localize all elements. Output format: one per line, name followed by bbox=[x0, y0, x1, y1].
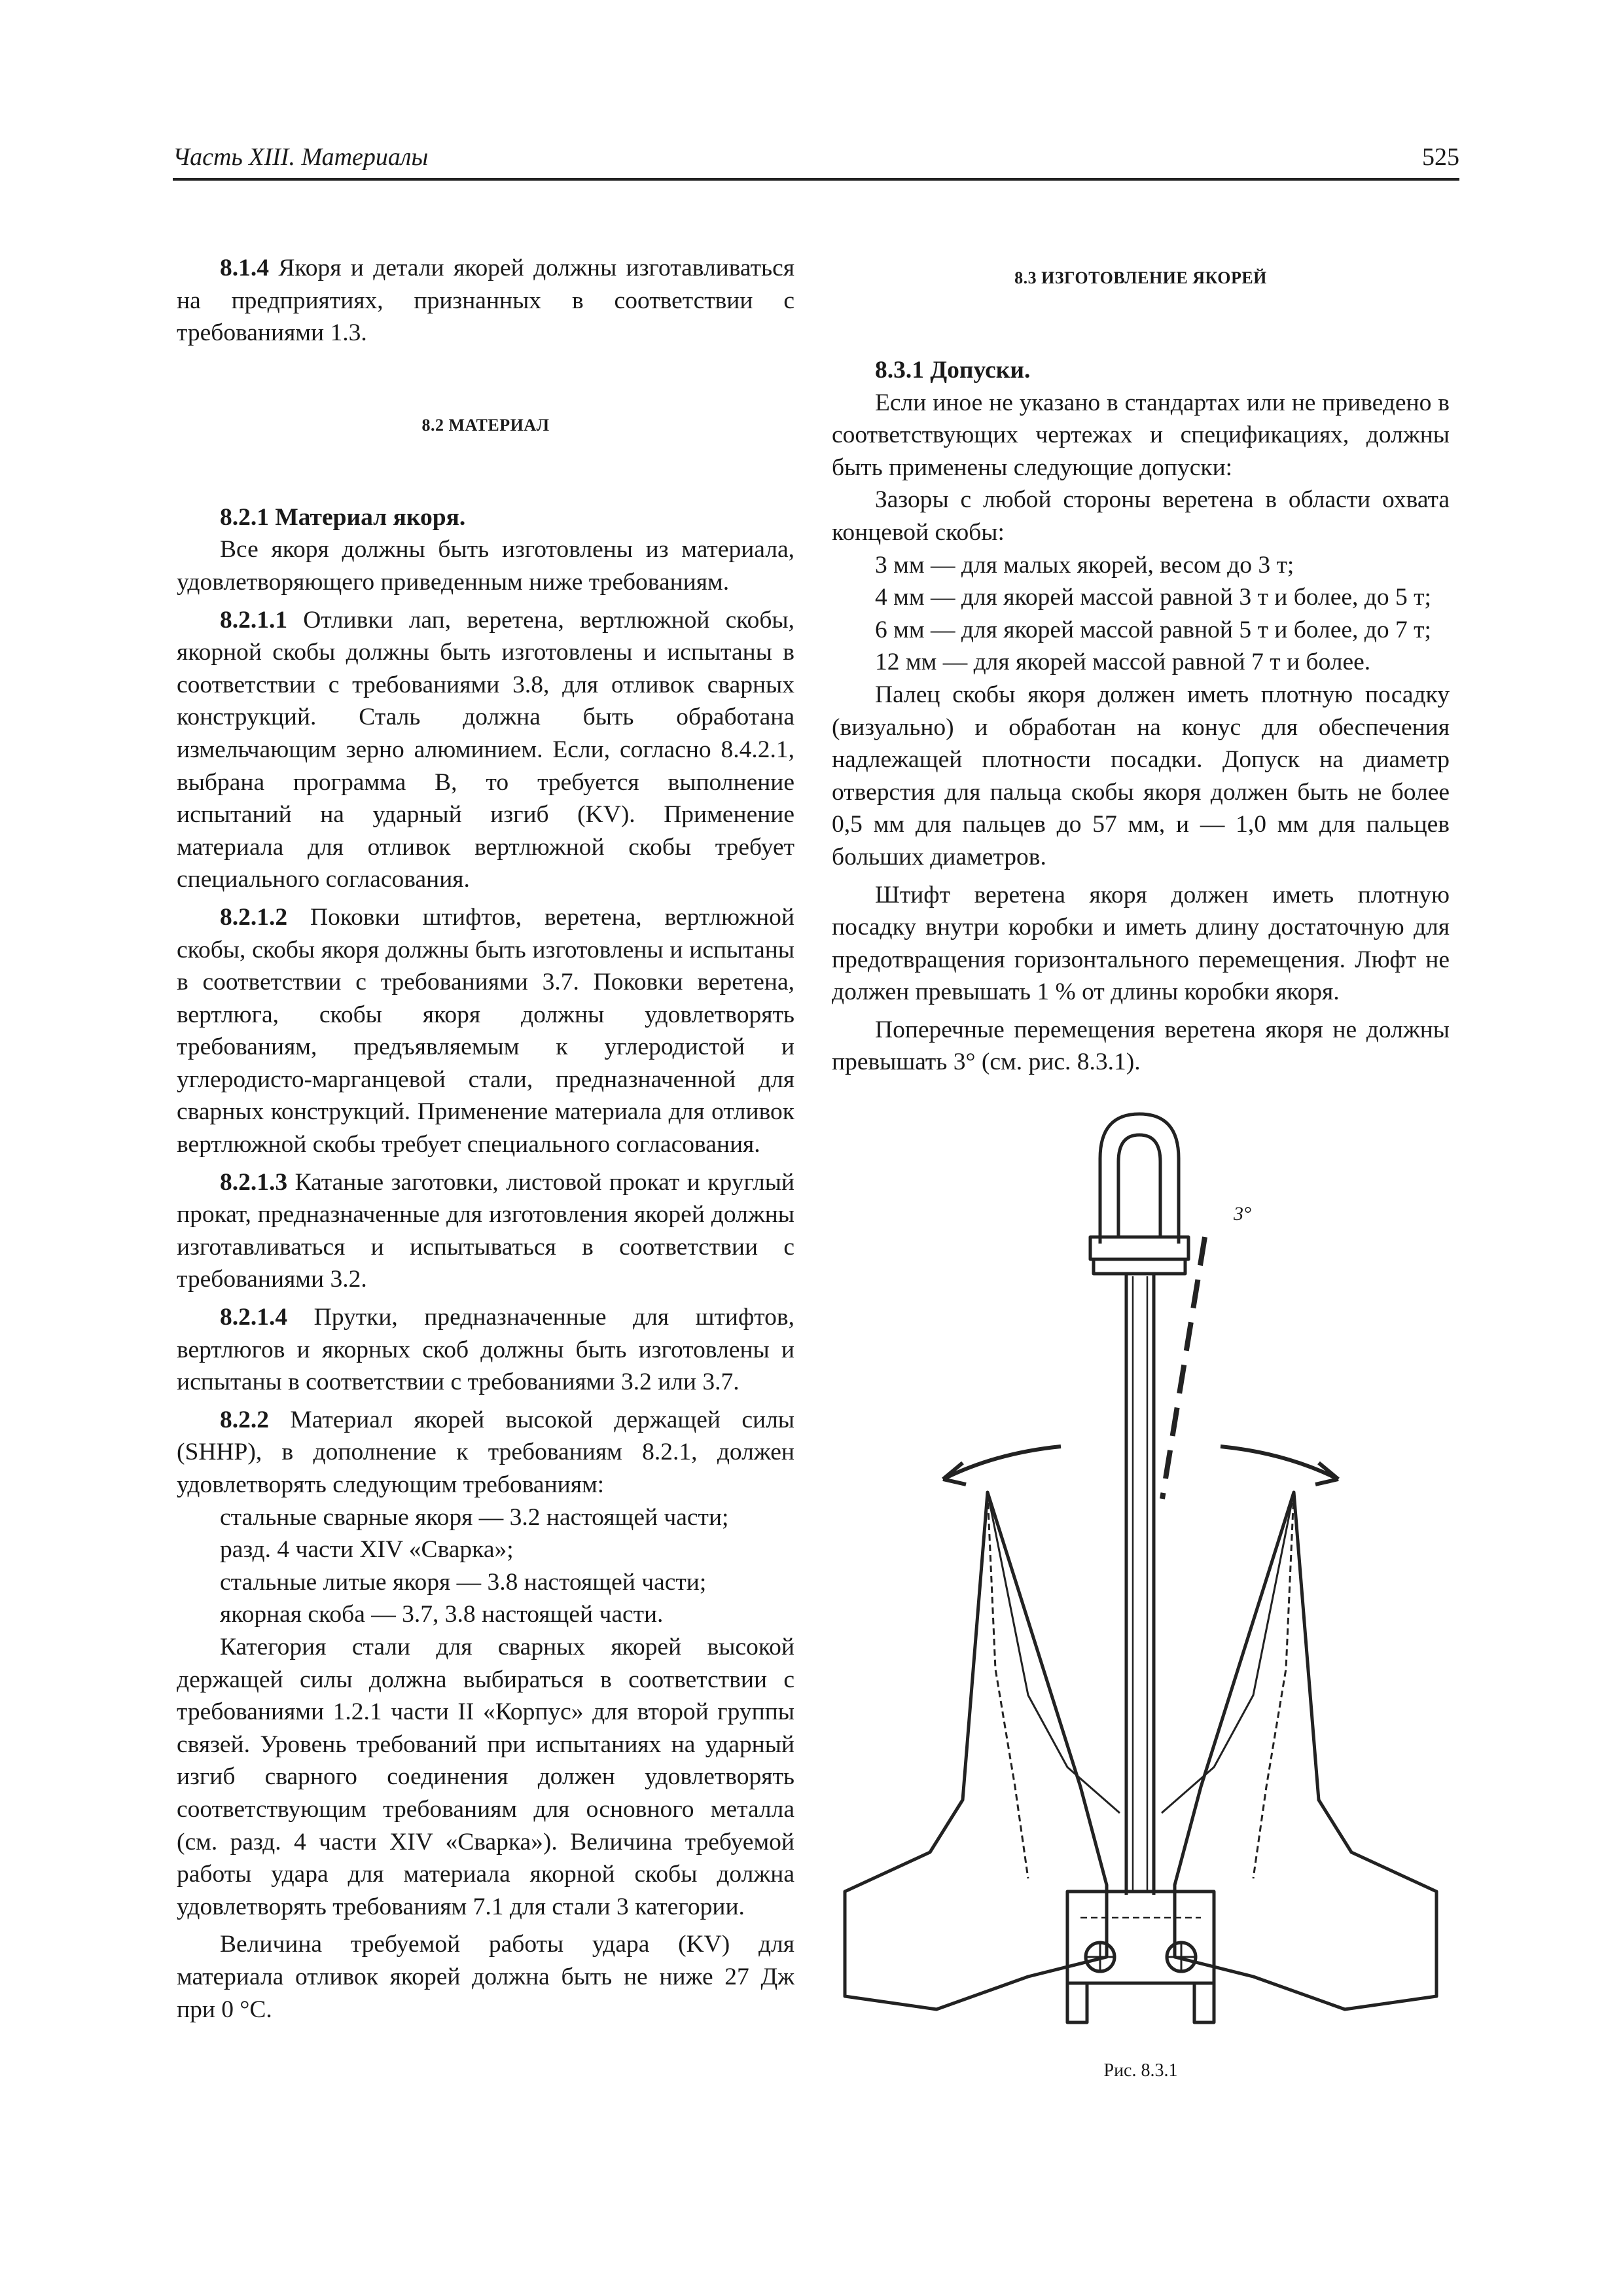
list-item: стальные сварные якоря — 3.2 настоящей части; bbox=[220, 1503, 729, 1531]
tolerance-item: 4 мм — для якорей массой равной 3 т и более, до 5 т; bbox=[875, 584, 1431, 611]
clause-text: Якоря и детали якорей должны изготавливаться на предприятиях, признанных в соответствии с требованиями 1.3. bbox=[177, 255, 794, 347]
heading-8-3-1: 8.3.1 Допуски. bbox=[875, 357, 1031, 384]
paragraph-clearances: Зазоры с любой стороны веретена в области охвата концевой скобы: bbox=[832, 486, 1450, 546]
tolerance-item: 3 мм — для малых якорей, весом до 3 т; bbox=[875, 551, 1294, 579]
tilted-axis bbox=[1162, 1237, 1205, 1499]
angle-label: 3° bbox=[1234, 1203, 1251, 1225]
crown-box bbox=[1067, 1892, 1214, 1983]
paragraph-impact-work: Величина требуемой работы удара (KV) для материала отливок якорей должна быть не ниже 27 Дж при 0 °С. bbox=[177, 1931, 794, 2023]
list-item: стальные литые якоря — 3.8 настоящей части; bbox=[220, 1568, 707, 1596]
anchor-shank bbox=[1126, 1274, 1154, 1895]
list-item: разд. 4 части XIV «Сварка»; bbox=[220, 1536, 514, 1564]
paragraph-8-2-1-1 bbox=[177, 604, 794, 896]
page-number: 525 bbox=[1422, 143, 1459, 171]
clause-text: Материал якорей высокой держащей силы (SHHP), в дополнение к требованиям 8.2.1, должен удовлетворять следующим требованиям: bbox=[177, 1406, 794, 1498]
clause-text: Отливки лап, веретена, вертлюжной скобы, якорной скобы должны быть изготовлены и испытаны в соответствии с требованиями 3.8, для отливок сварных конструкций. Сталь должна быть обработана измельчающим зерно алюминием. Если, согласно 8.4.2.1, выбрана программа В, то требуется выполнение испытаний на ударный изгиб (KV). Применение материала для отливок вертлюжной скобы требует специального согласования. bbox=[177, 606, 794, 893]
list-item: якорная скоба — 3.7, 3.8 настоящей части. bbox=[220, 1601, 664, 1628]
paragraph-transverse-movement: Поперечные перемещения веретена якоря не должны превышать 3° (см. рис. 8.3.1). bbox=[832, 1016, 1450, 1076]
section-title-8-3: 8.3 ИЗГОТОВЛЕНИЕ ЯКОРЕЙ bbox=[1014, 268, 1267, 287]
paragraph-8-2-1-2 bbox=[177, 901, 794, 1161]
clause-number: 8.2.2 bbox=[220, 1406, 269, 1433]
clause-number: 8.2.1.2 bbox=[220, 903, 288, 931]
clause-number: 8.2.1.3 bbox=[220, 1168, 288, 1196]
heading-8-2-1: 8.2.1 Материал якоря. bbox=[220, 503, 466, 531]
clause-text: Катаные заготовки, листовой прокат и круглый прокат, предназначенные для изготовления якорей должны изготавливаться и испытываться в соответствии с требованиями 3.2. bbox=[177, 1168, 794, 1293]
paragraph-8-2-1-4 bbox=[177, 1301, 794, 1399]
clause-number: 8.1.4 bbox=[220, 255, 269, 281]
clause-text: Прутки, предназначенные для штифтов, вертлюгов и якорных скоб должны быть изготовлены и испытаны в соответствии с требованиями 3.2 или 3.7. bbox=[177, 1304, 794, 1396]
shackle-bolt-base bbox=[1094, 1259, 1185, 1274]
running-header bbox=[173, 143, 1459, 181]
paragraph-8-2-1-3 bbox=[177, 1166, 794, 1296]
figure-caption: Рис. 8.3.1 bbox=[1103, 2060, 1178, 2081]
clause-number: 8.2.1.1 bbox=[220, 606, 288, 634]
paragraph-8-2-2 bbox=[177, 1404, 794, 1501]
paragraph-8-1-4 bbox=[177, 252, 794, 350]
paragraph-8-2-1: Все якоря должны быть изготовлены из материала, удовлетворяющего приведенным ниже требованиям. bbox=[177, 536, 794, 596]
shackle-bolt bbox=[1090, 1237, 1188, 1259]
clause-number: 8.2.1.4 bbox=[220, 1304, 288, 1331]
clause-text: Поковки штифтов, веретена, вертлюжной скобы, скобы якоря должны быть изготовлены и испытаны в соответствии с требованиями 3.7. Поковки веретена, вертлюга, скобы якоря должны удовлетворять требованиям, предъявляемым к углеродистой и углеродисто-марганцевой стали, предназначенной для сварных конструкций. Применение материала для отливок вертлюжной скобы требует специального согласования. bbox=[177, 903, 794, 1158]
paragraph-steel-category: Категория стали для сварных якорей высокой держащей силы должна выбираться в соответствии с требованиями 1.2.1 части II «Корпус» для второй группы связей. Уровень требований при испытаниях на ударный изгиб сварного соединения должен удовлетворять соответствующим требованиям для основного металла (см. разд. 4 части XIV «Сварка»). Величина требуемой работы удара для материала якорной скобы должна удовлетворять требованиям 7.1 для стали 3 категории. bbox=[177, 1633, 794, 1920]
figure-8-3-1 bbox=[832, 1106, 1450, 2081]
shackle-inner bbox=[1118, 1135, 1160, 1237]
tolerance-item: 6 мм — для якорей массой равной 5 т и более, до 7 т; bbox=[875, 616, 1431, 643]
anchor-drawing bbox=[832, 1106, 1450, 2049]
section-title-8-2: 8.2 МАТЕРИАЛ bbox=[421, 415, 550, 435]
paragraph-shank-pin: Штифт веретена якоря должен иметь плотную посадку внутри коробки и иметь длину достаточную для предотвращения горизонтального перемещения. Люфт не должен превышать 1 % от длины коробки якоря. bbox=[832, 881, 1450, 1006]
right-column bbox=[832, 252, 1450, 1079]
running-title: Часть XIII. Материалы bbox=[173, 143, 429, 171]
paragraph-tolerances-intro: Если иное не указано в стандартах или не приведено в соответствующих чертежах и спецификациях, должны быть применены следующие допуски: bbox=[832, 389, 1450, 481]
tolerance-item: 12 мм — для якорей массой равной 7 т и более. bbox=[875, 649, 1371, 676]
left-column bbox=[177, 252, 794, 2026]
paragraph-shackle-pin: Палец скобы якоря должен иметь плотную посадку (визуально) и обработан на конус для обеспечения надлежащей плотности посадки. Допуск на диаметр отверстия для пальца скобы якоря должен быть не более 0,5 мм для пальцев до 57 мм, и — 1,0 мм для пальцев больших диаметров. bbox=[832, 681, 1450, 870]
